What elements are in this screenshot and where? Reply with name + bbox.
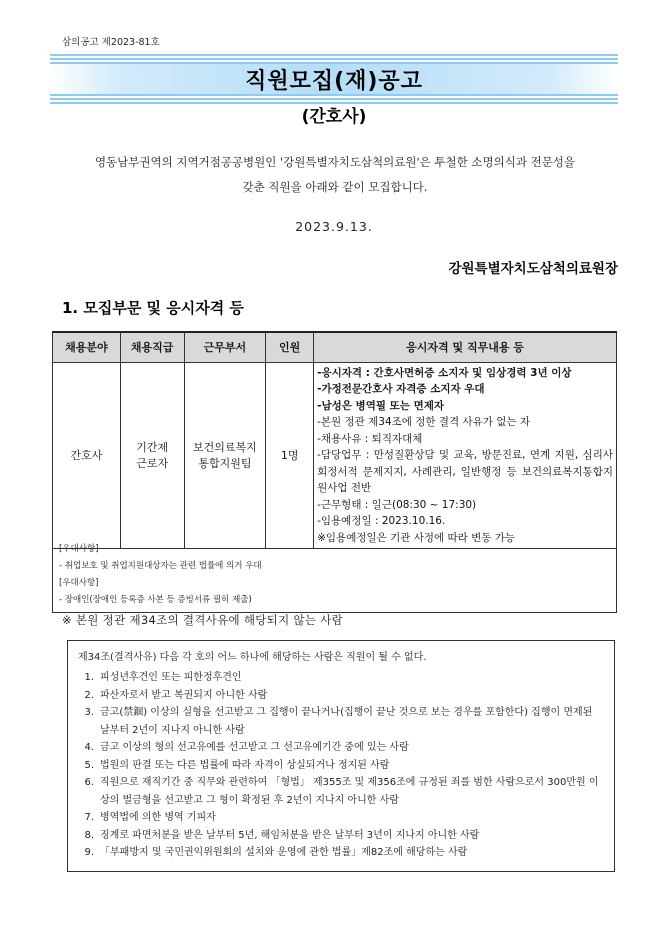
qual-line: ※임용예정일은 기관 사정에 따라 변동 가능 (317, 531, 516, 544)
header-qualification: 응시자격 및 직무내용 등 (314, 332, 617, 362)
list-item (78, 844, 604, 862)
qual-line: -담당업무 : 만성질환상담 및 교육, 방문진료, 연계 지원, 심리사회정서적 문제지지, 사례관리, 일반행정 등 보건의료복지통합지원사업 전반 (317, 449, 613, 494)
item-number: 7. (84, 812, 94, 823)
disqualification-note: ※ 본원 정관 제34조의 결격사유에 해당되지 않는 사람 (62, 613, 344, 627)
page-title: 직원모집(재)공고 (245, 68, 423, 94)
item-text: 금고 이상의 형의 선고유예를 선고받고 그 선고유예기간 중에 있는 사람 (100, 742, 409, 753)
preference-line: [우대사항] (59, 578, 99, 588)
cell-qualification (314, 362, 617, 549)
disqualification-heading: 제34조(결격사유) 다음 각 호의 어느 하나에 해당하는 사람은 직원이 될 수 없다. (78, 652, 427, 663)
header-dept: 근무부서 (184, 332, 266, 362)
notice-reference-number: 삼의공고 제2023-81호 (62, 37, 160, 48)
dept-line-2: 통합지원팀 (198, 457, 252, 471)
intro-line-2: 갖춘 직원을 아래와 같이 모집합니다. (242, 180, 428, 194)
signer: 강원특별자치도삼척의료원장 (448, 261, 618, 277)
list-item (78, 757, 604, 775)
list-item (78, 739, 604, 757)
page-subtitle: (간호사) (301, 107, 367, 127)
list-item (78, 827, 604, 845)
table-header-row (53, 332, 617, 362)
item-number: 9. (84, 847, 94, 858)
item-text: 피성년후견인 또는 피한정후견인 (100, 672, 242, 683)
item-number: 3. (84, 707, 94, 718)
preference-line: [우대사항] (59, 544, 99, 554)
title-bar (50, 64, 618, 94)
header-field: 채용분야 (53, 332, 121, 362)
section-heading: 1. 모집부문 및 응시자격 등 (62, 299, 244, 317)
preference-line: - 취업보호 및 취업지원대상자는 관련 법률에 의거 우대 (59, 561, 262, 571)
list-item (78, 669, 604, 687)
header-count: 인원 (266, 332, 314, 362)
cell-dept (184, 362, 266, 549)
item-number: 8. (84, 829, 94, 841)
item-number: 4. (84, 742, 94, 753)
qual-line: -남성은 병역필 또는 면제자 (317, 399, 445, 412)
disqualification-box (67, 640, 615, 872)
cell-grade (120, 362, 184, 549)
table-row (53, 362, 617, 549)
qual-line: -본원 정관 제34조에 정한 결격 사유가 없는 자 (317, 416, 531, 428)
list-item (78, 774, 604, 809)
item-text: 병역법에 의한 병역 기피자 (100, 812, 216, 823)
item-text: 징계로 파면처분을 받은 날부터 5년, 해임처분을 받은 날부터 3년이 지나지 아니한 사람 (100, 829, 480, 841)
preference-line: - 장애인(장애인 등록증 사본 등 증빙서류 필히 제출) (59, 595, 252, 605)
cell-count: 1명 (266, 362, 314, 549)
list-item (78, 809, 604, 827)
title-band-top (50, 54, 618, 64)
intro-line-1: 영동남부권역의 지역거점공공병원인 '강원특별자치도삼척의료원'은 투철한 소명의식과 전문성을 (94, 155, 576, 169)
cell-field: 간호사 (53, 362, 121, 549)
item-number: 2. (84, 689, 94, 701)
intro-paragraph (55, 150, 615, 200)
qual-line: -채용사유 : 퇴직자대체 (317, 432, 423, 445)
item-text: 「부패방지 및 국민권익위원회의 설치와 운영에 관한 법률」제82조에 해당하는 사람 (100, 847, 468, 858)
item-number: 6. (84, 777, 94, 788)
preferences-box (52, 538, 617, 613)
qual-line: -임용예정일 : 2023.10.16. (317, 515, 446, 527)
qual-line: -가정전문간호사 자격증 소지자 우대 (317, 383, 485, 395)
item-text: 법원의 판결 또는 다른 법률에 따라 자격이 상실되거나 정지된 사람 (100, 759, 390, 771)
notice-date: 2023.9.13. (295, 219, 373, 234)
qual-line: -응시자격 : 간호사면허증 소지자 및 임상경력 3년 이상 (317, 366, 572, 379)
item-text: 금고(禁錮) 이상의 실형을 선고받고 그 집행이 끝나거나(집행이 끝난 것으로 보는 경우를 포함한다) 집행이 면제된 날부터 2년이 지나지 아니한 사람 (100, 707, 593, 736)
item-number: 5. (84, 759, 94, 771)
qual-line: -근무형태 : 일근(08:30 ~ 17:30) (317, 498, 477, 511)
dept-line-1: 보건의료복지 (193, 441, 257, 455)
header-grade: 채용직급 (120, 332, 184, 362)
grade-line-1: 기간제 (136, 441, 169, 455)
item-text: 파산자로서 받고 복권되지 아니한 사람 (100, 689, 268, 701)
item-number: 1. (84, 672, 94, 683)
item-text: 직원으로 재직기간 중 직무와 관련하여 「형법」 제355조 및 제356조에 규정된 죄를 범한 사람으로서 300만원 이상의 벌금형을 선고받고 그 형이 확정된 후 2년이 지나지 아니한 사람 (100, 777, 599, 806)
grade-line-2: 근로자 (136, 457, 169, 471)
list-item (78, 704, 604, 739)
list-item (78, 687, 604, 705)
recruitment-table (52, 331, 617, 549)
